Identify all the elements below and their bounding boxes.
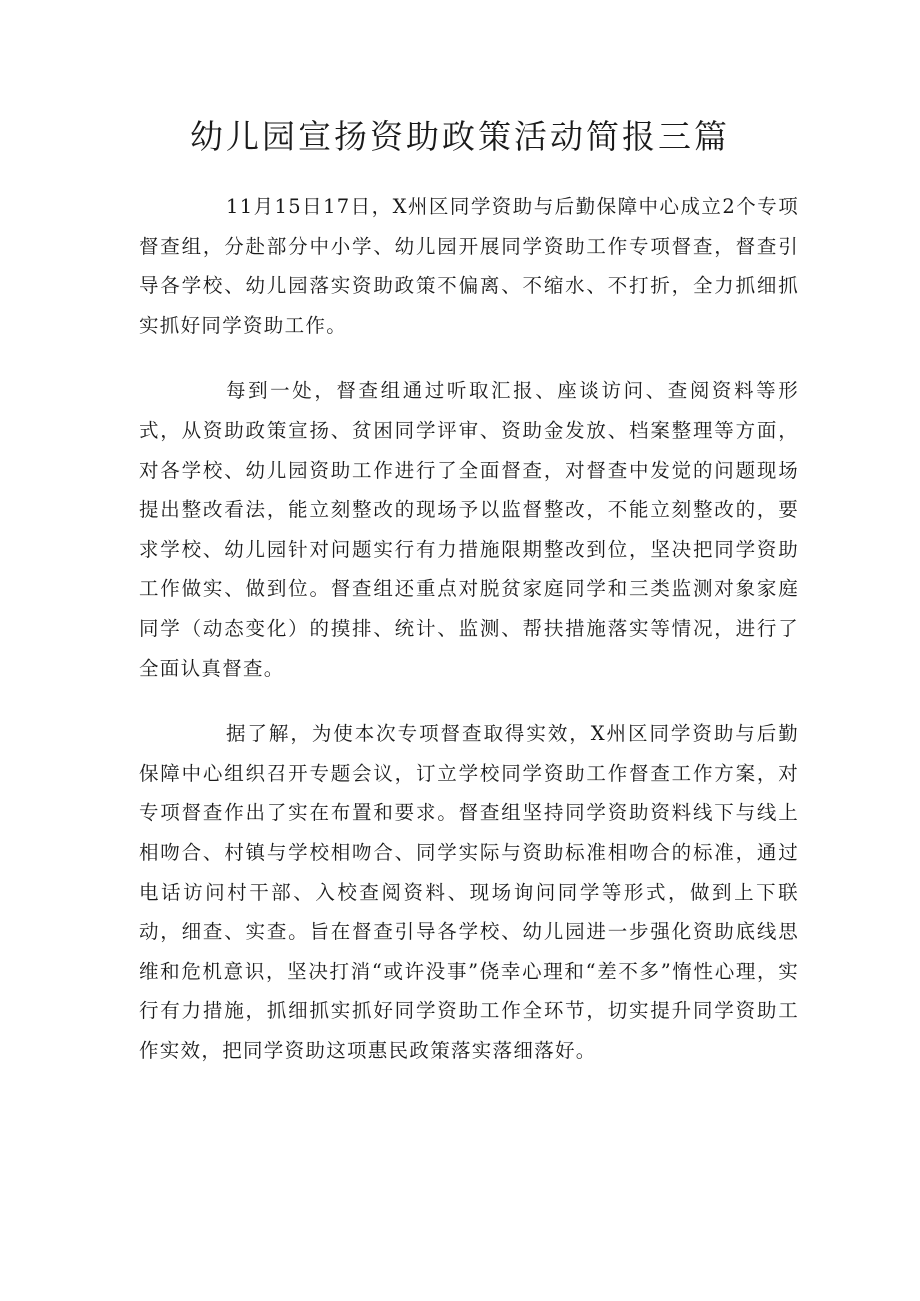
- paragraph-1: 11月15日17日，X州区同学资助与后勤保障中心成立2个专项督查组，分赴部分中小学、幼儿园开展同学资助工作专项督查，督查引导各学校、幼儿园落实资助政策不偏离、不缩水、不打折，全力抓细抓实抓好同学资助工作。: [139, 195, 799, 337]
- document-body: [139, 187, 799, 1096]
- document-title: 幼儿园宣扬资助政策活动简报三篇: [190, 117, 730, 156]
- paragraph-3: 据了解，为使本次专项督查取得实效，X州区同学资助与后勤保障中心组织召开专题会议，订立学校同学资助工作督查工作方案，对专项督查作出了实在布置和要求。督查组坚持同学资助资料线下与线上相吻合、村镇与学校相吻合、同学实际与资助标准相吻合的标准，通过电话访问村干部、入校查阅资料、现场询问同学等形式，做到上下联动，细查、实查。旨在督查引导各学校、幼儿园进一步强化资助底线思维和危机意识，坚决打消“或许没事”侥幸心理和“差不多”惰性心理，实行有力措施，抓细抓实抓好同学资助工作全环节，切实提升同学资助工作实效，把同学资助这项惠民政策落实落细落好。: [139, 722, 799, 1062]
- paragraph-2: 每到一处，督查组通过听取汇报、座谈访问、查阅资料等形式，从资助政策宣扬、贫困同学评审、资助金发放、档案整理等方面，对各学校、幼儿园资助工作进行了全面督查，对督查中发觉的问题现场提出整改看法，能立刻整改的现场予以监督整改，不能立刻整改的，要求学校、幼儿园针对问题实行有力措施限期整改到位，坚决把同学资助工作做实、做到位。督查组还重点对脱贫家庭同学和三类监测对象家庭同学（动态变化）的摸排、统计、监测、帮扶措施落实等情况，进行了全面认真督查。: [139, 379, 799, 680]
